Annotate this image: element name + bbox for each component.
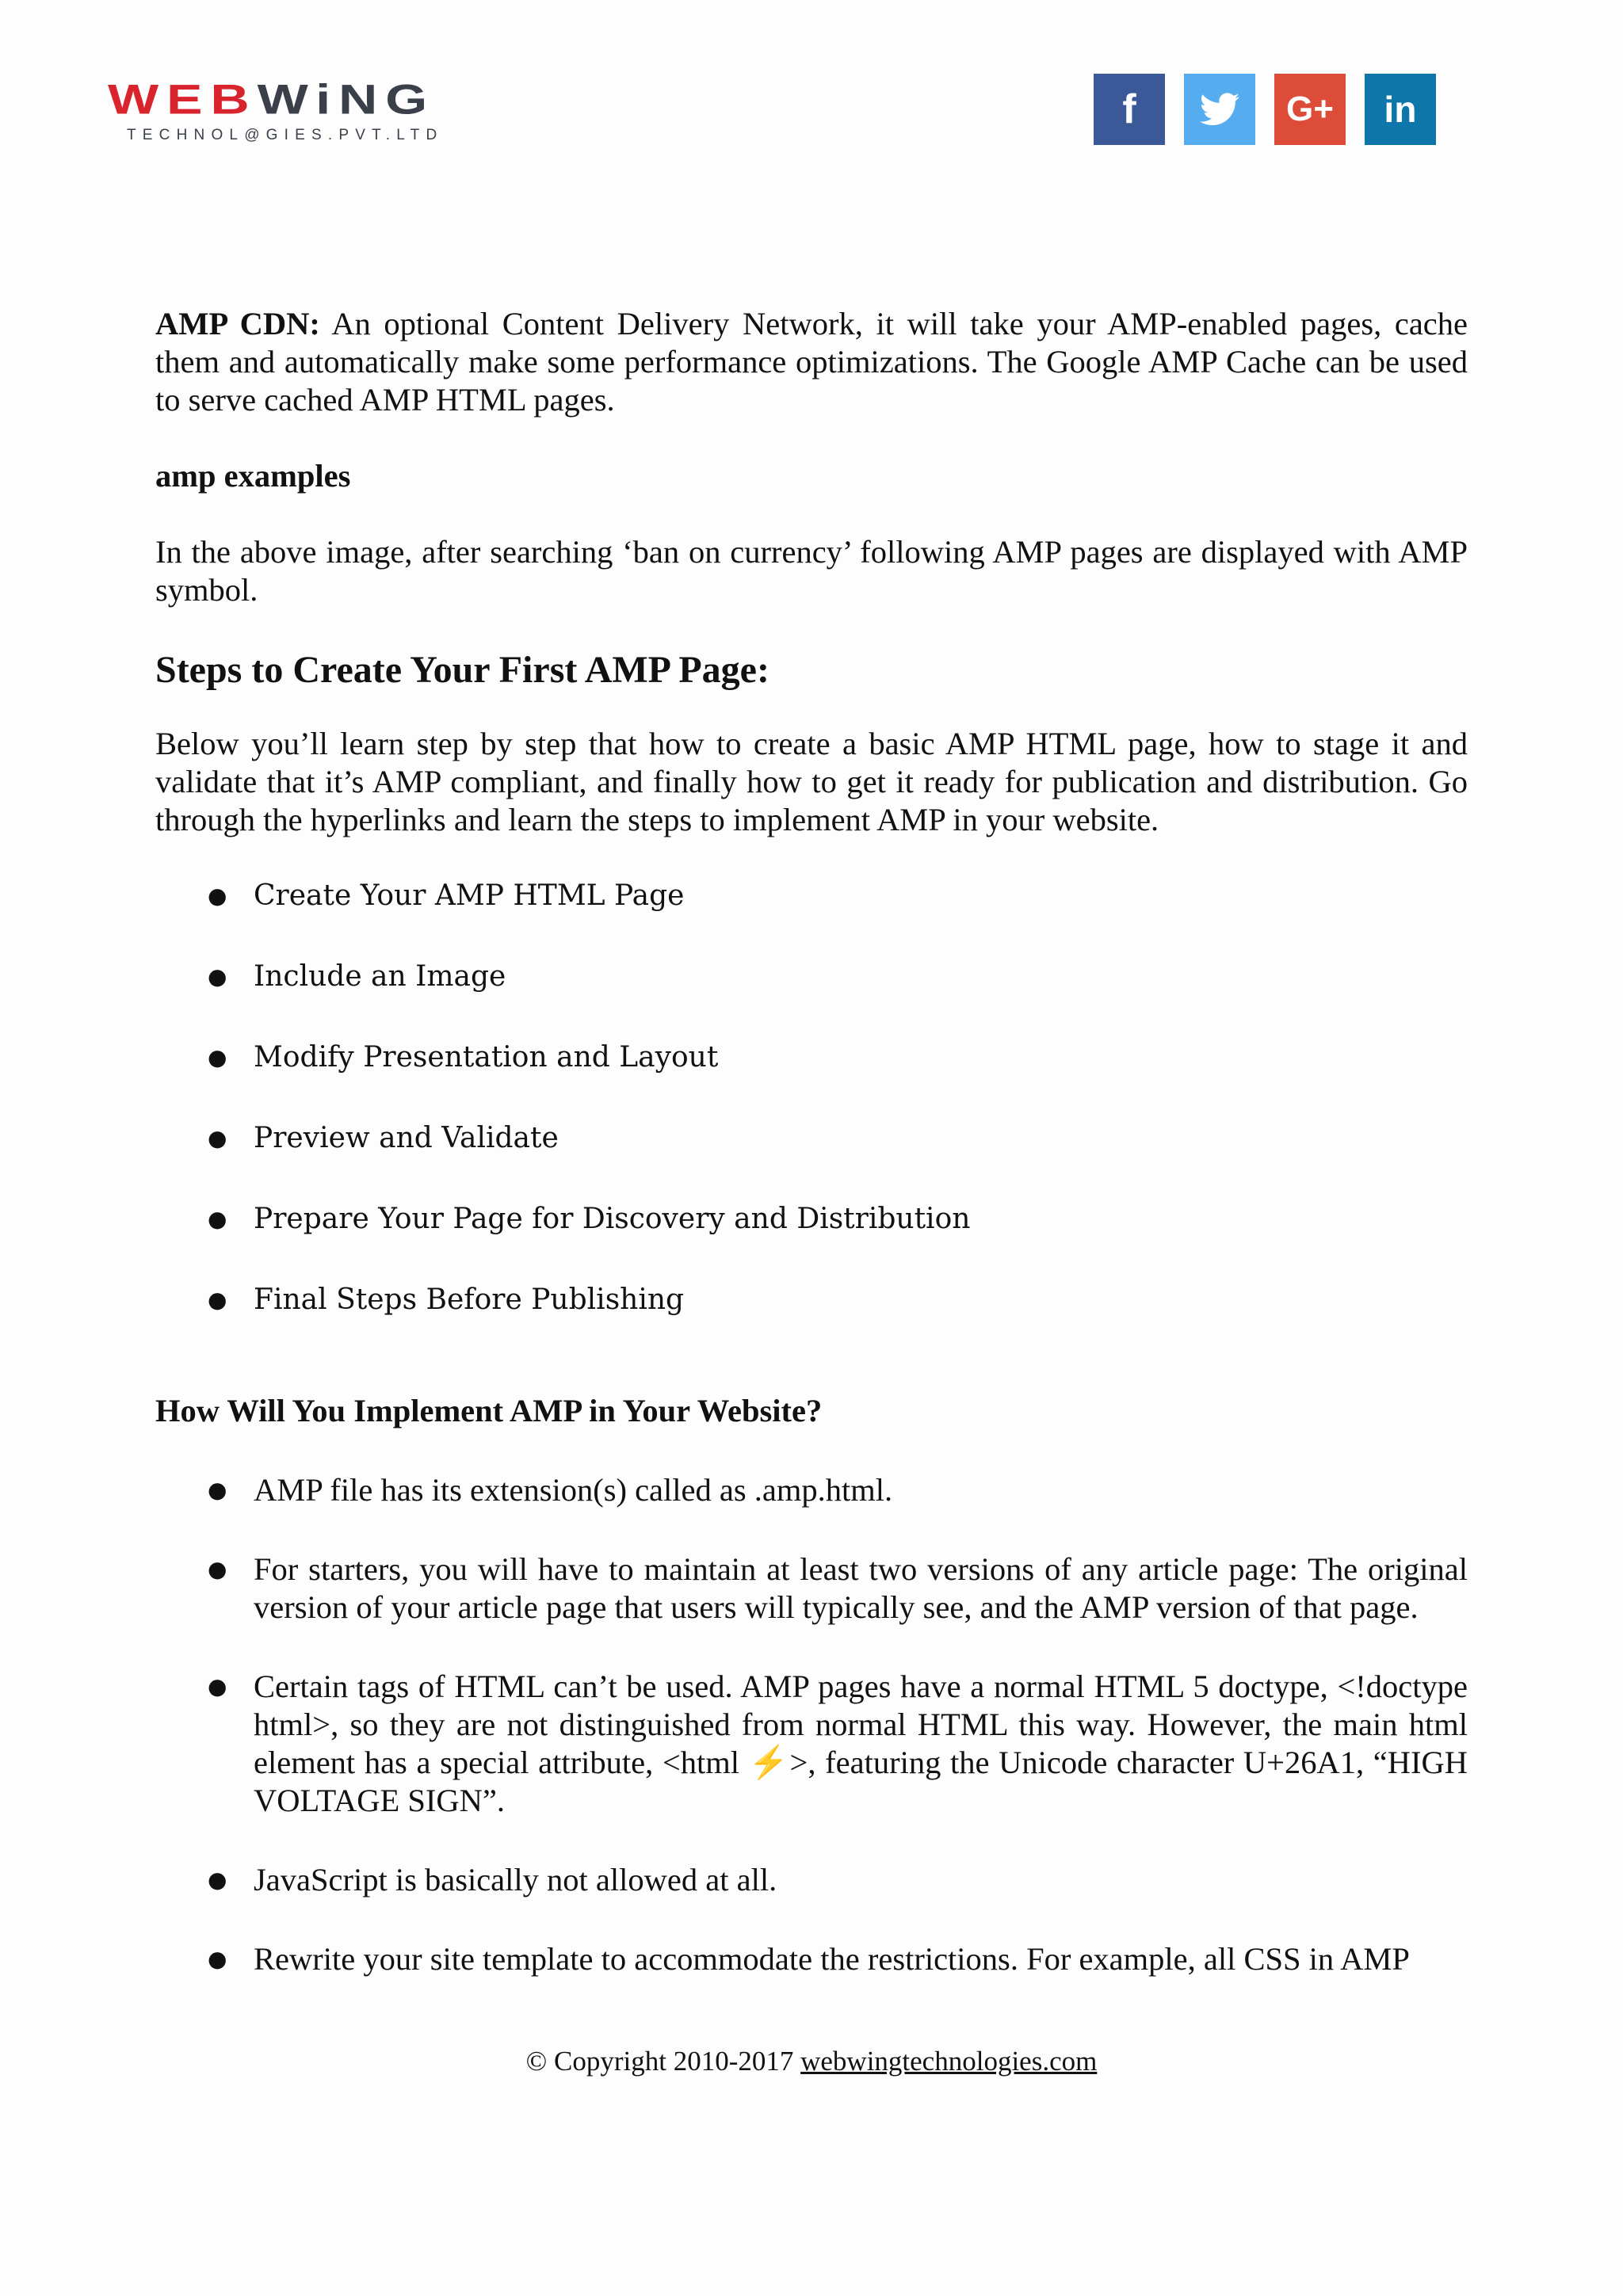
logo-wordmark: WEBWiNG xyxy=(108,75,436,124)
list-item[interactable]: ● Include an Image xyxy=(155,958,1468,996)
company-logo[interactable] xyxy=(108,75,480,152)
list-item[interactable]: ● Prepare Your Page for Discovery and Distribution xyxy=(155,1200,1468,1238)
bullet-icon: ● xyxy=(208,1477,227,1503)
list-item[interactable]: ● Modify Presentation and Layout xyxy=(155,1039,1468,1077)
implement-list xyxy=(155,1471,1468,1978)
bullet-icon: ● xyxy=(208,1206,227,1232)
twitter-button[interactable] xyxy=(1184,74,1255,145)
bullet-icon: ● xyxy=(208,1867,227,1893)
article-body xyxy=(155,305,1468,1978)
steps-list xyxy=(155,877,1468,1319)
linkedin-button[interactable] xyxy=(1365,74,1436,145)
bullet-icon: ● xyxy=(208,1125,227,1151)
implement-heading: How Will You Implement AMP in Your Website? xyxy=(155,1393,823,1428)
bullet-icon: ● xyxy=(208,1556,227,1582)
list-item: ● JavaScript is basically not allowed at all. xyxy=(208,1862,777,1897)
cdn-label: AMP CDN: xyxy=(155,306,320,341)
steps-heading: Steps to Create Your First AMP Page: xyxy=(155,649,769,691)
list-item: ● Certain tags of HTML can’t be used. AMP pages have a normal HTML 5 doctype, <!doctype html>, so they are not distinguished from normal HTML this way. However, the main html element has a special attribute, <html ⚡>, featuring the Unicode character U+26A1, “HIGH VOLTAGE SIGN”. xyxy=(208,1669,1468,1818)
bullet-icon: ● xyxy=(208,1673,227,1699)
bullet-icon: ● xyxy=(208,963,227,990)
list-item[interactable]: ● Final Steps Before Publishing xyxy=(155,1281,1468,1319)
list-item: ● AMP file has its extension(s) called as .amp.html. xyxy=(208,1472,893,1508)
google-plus-icon: G+ xyxy=(1286,90,1334,128)
list-item[interactable]: ● Preview and Validate xyxy=(155,1119,1468,1158)
linkedin-icon: in xyxy=(1384,89,1417,130)
bullet-icon: ● xyxy=(208,883,227,909)
steps-intro-paragraph: Below you’ll learn step by step that how to create a basic AMP HTML page, how to stage it and validate that it’s AMP compliant, and finally how to get it ready for publication and distribution. Go through the hyperlinks and learn the steps to implement AMP in your website. xyxy=(155,726,1468,837)
bullet-icon: ● xyxy=(208,1044,227,1070)
twitter-icon xyxy=(1200,93,1239,126)
examples-heading: amp examples xyxy=(155,458,351,494)
google-plus-button[interactable] xyxy=(1274,74,1346,145)
facebook-icon: f xyxy=(1122,86,1136,132)
examples-paragraph: In the above image, after searching ‘ban on currency’ following AMP pages are displayed with AMP symbol. xyxy=(155,534,1468,608)
list-item: ● For starters, you will have to maintain at least two versions of any article page: The original version of your article page that users will typically see, and the AMP version of that page. xyxy=(208,1551,1468,1625)
facebook-button[interactable] xyxy=(1094,74,1165,145)
logo-tagline: TECHNOL@GIES.PVT.LTD xyxy=(127,127,444,143)
cdn-paragraph: AMP CDN: An optional Content Delivery Network, it will take your AMP-enabled pages, cache them and automatically make some performance optimizations. The Google AMP Cache can be used to serve cached AMP HTML pages. xyxy=(155,306,1468,418)
page-footer xyxy=(0,2044,1623,2079)
bullet-icon: ● xyxy=(208,1287,227,1313)
bullet-icon: ● xyxy=(208,1946,227,1972)
list-item[interactable]: ● Create Your AMP HTML Page xyxy=(155,877,1468,915)
social-links xyxy=(1094,74,1436,145)
list-item: ● Rewrite your site template to accommodate the restrictions. For example, all CSS in AMP xyxy=(208,1941,1410,1977)
website-link[interactable]: webwingtechnologies.com xyxy=(800,2046,1098,2077)
copyright-text: © Copyright 2010-2017 xyxy=(525,2046,801,2077)
